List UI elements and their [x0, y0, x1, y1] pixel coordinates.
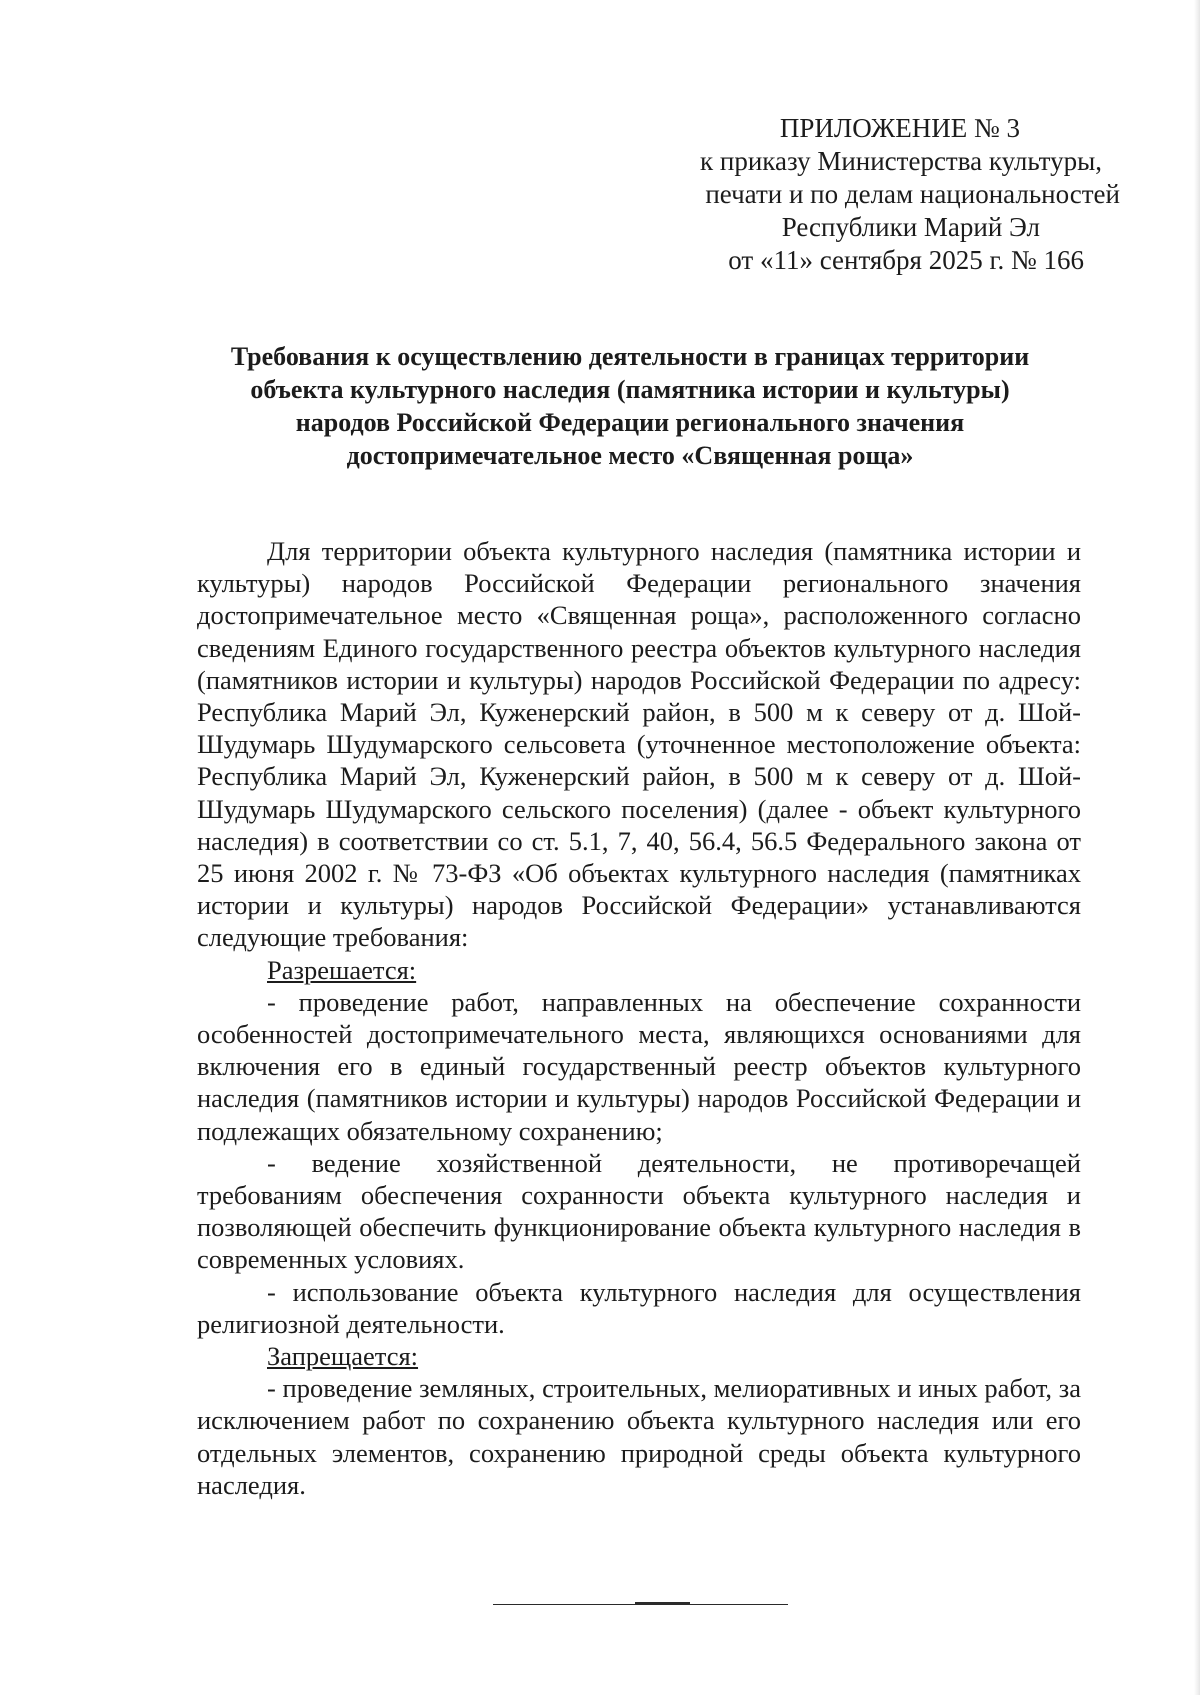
allowed-item: - использование объекта культурного наследия для осуществления религиозной деятельности.: [197, 1276, 1081, 1339]
appendix-ministry-name: печати и по делам национальностей: [705, 179, 1120, 209]
allowed-label: Разрешается:: [267, 954, 417, 985]
appendix-order-reference: к приказу Министерства культуры,: [700, 146, 1102, 176]
appendix-order-date: от «11» сентября 2025 г. № 166: [728, 245, 1084, 275]
appendix-header: [640, 112, 1184, 277]
forbidden-item: - проведение земляных, строительных, мелиоративных и иных работ, за исключением работ по сохранению объекта культурного наследия или его отдельных элементов, сохранению природной среды объекта культурного наследия.: [197, 1373, 1081, 1500]
scan-edge-shadow: [1194, 0, 1200, 1695]
intro-paragraph: Для территории объекта культурного наследия (памятника истории и культуры) народов Российской Федерации регионального значения достопримечательное место «Священная роща», расположенного согласно сведениям Единого государственного реестра объектов культурного наследия (памятников истории и культуры) народов Российской Федерации по адресу: Республика Марий Эл, Куженерский район, в 500 м к северу от д. Шой-Шудумарь Шудумарского сельсовета (уточненное местоположение объекта: Республика Марий Эл, Куженерский район, в 500 м к северу от д. Шой-Шудумарь Шудумарского сельского поселения) (далее - объект культурного наследия) в соответствии со ст. 5.1, 7, 40, 56.4, 56.5 Федерального закона от 25 июня 2002 г. № 73-ФЗ «Об объектах культурного наследия (памятниках истории и культуры) народов Российской Федерации» устанавливаются следующие требования:: [197, 536, 1081, 953]
document-title-line: достопримечательное место «Священная роща»: [346, 441, 914, 470]
forbidden-label: Запрещается:: [267, 1341, 419, 1372]
allowed-item: - ведение хозяйственной деятельности, не противоречащей требованиям обеспечения сохранности объекта культурного наследия и позволяющей обеспечить функционирование объекта культурного наследия в современных условиях.: [197, 1147, 1081, 1275]
document-title: [180, 340, 1080, 472]
document-title-line: Требования к осуществлению деятельности в границах территории: [230, 342, 1030, 371]
document-title-line: объекта культурного наследия (памятника истории и культуры): [250, 375, 1010, 404]
end-of-document-rule: [493, 1604, 788, 1605]
document-title-line: народов Российской Федерации регионального значения: [295, 408, 965, 437]
appendix-number: ПРИЛОЖЕНИЕ № 3: [779, 113, 1020, 143]
document-body: [197, 535, 1081, 1501]
allowed-item: - проведение работ, направленных на обеспечение сохранности особенностей достопримечательного места, являющихся основаниями для включения его в единый государственный реестр объектов культурного наследия (памятников истории и культуры) народов Российской Федерации и подлежащих обязательному сохранению;: [197, 986, 1081, 1146]
end-of-document-rule-accent: [635, 1602, 690, 1604]
appendix-republic-name: Республики Марий Эл: [781, 212, 1040, 242]
